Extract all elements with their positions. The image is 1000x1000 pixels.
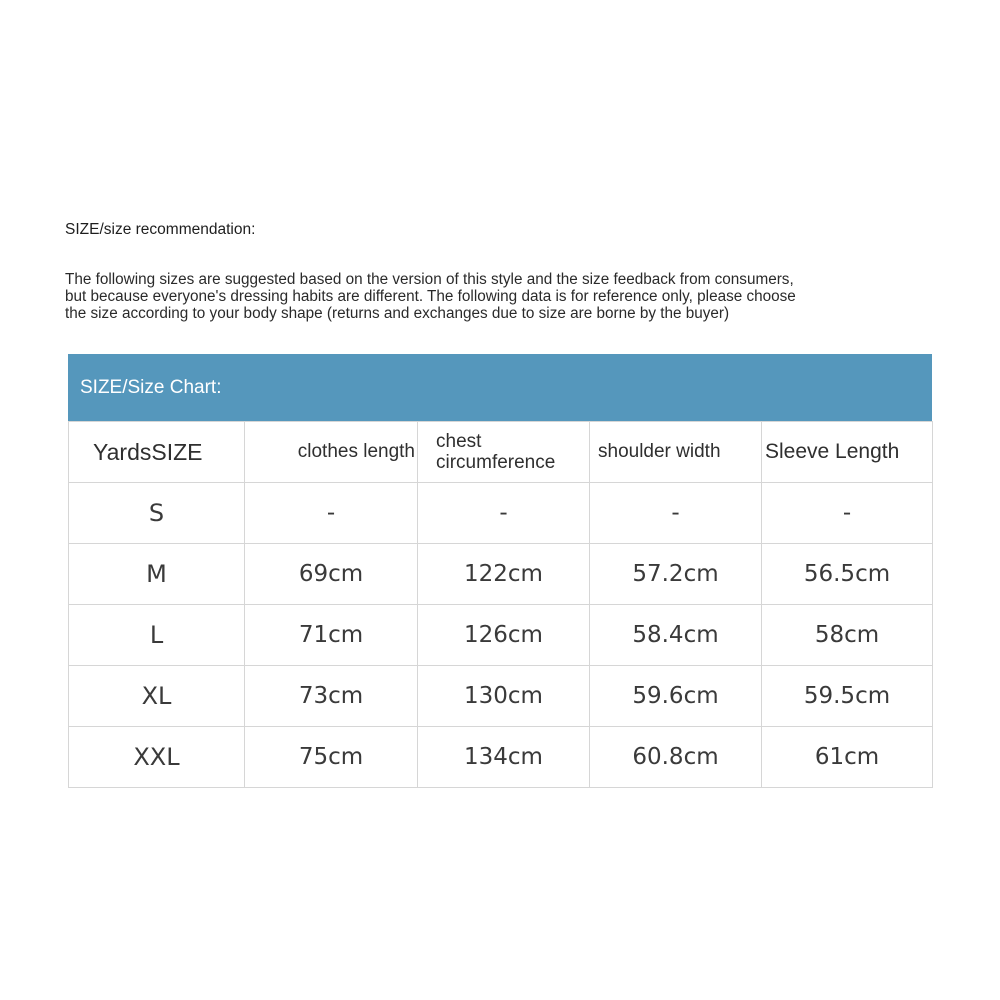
table-row	[69, 483, 933, 544]
header-chest-line1: chest	[436, 431, 482, 452]
shoulder-cell: 60.8cm	[590, 727, 762, 788]
size-table	[68, 421, 933, 788]
sleeve-cell: 61cm	[762, 727, 933, 788]
chest-cell: 134cm	[418, 727, 590, 788]
table-row	[69, 727, 933, 788]
sleeve-cell: 56.5cm	[762, 544, 933, 605]
length-cell: 75cm	[245, 727, 418, 788]
shoulder-cell: 57.2cm	[590, 544, 762, 605]
table-row	[69, 666, 933, 727]
size-chart	[68, 354, 932, 788]
header-size: YardsSIZE	[69, 422, 245, 483]
table-row	[69, 605, 933, 666]
chest-cell: 130cm	[418, 666, 590, 727]
header-sleeve-length: Sleeve Length	[762, 422, 933, 483]
chest-cell: 126cm	[418, 605, 590, 666]
length-cell: -	[245, 483, 418, 544]
chest-cell: -	[418, 483, 590, 544]
header-shoulder-width: shoulder width	[590, 422, 762, 483]
size-cell: L	[69, 605, 245, 666]
sleeve-cell: 58cm	[762, 605, 933, 666]
header-clothes-length: clothes length	[245, 422, 418, 483]
note-line: the size according to your body shape (returns and exchanges due to size are borne by the buyer)	[65, 305, 730, 322]
note-line: The following sizes are suggested based on the version of this style and the size feedback from consumers,	[65, 271, 794, 288]
sleeve-cell: -	[762, 483, 933, 544]
size-cell: M	[69, 544, 245, 605]
size-chart-title: SIZE/Size Chart:	[68, 354, 932, 421]
size-cell: S	[69, 483, 245, 544]
header-chest-circumference	[418, 422, 590, 483]
header-chest-line2: circumference	[436, 452, 556, 473]
note-line: but because everyone's dressing habits are different. The following data is for reference only, please choose	[65, 288, 796, 305]
shoulder-cell: 58.4cm	[590, 605, 762, 666]
length-cell: 71cm	[245, 605, 418, 666]
size-cell: XXL	[69, 727, 245, 788]
length-cell: 69cm	[245, 544, 418, 605]
shoulder-cell: 59.6cm	[590, 666, 762, 727]
size-recommendation-note	[65, 271, 945, 322]
table-header-row	[69, 422, 933, 483]
size-recommendation-heading: SIZE/size recommendation:	[65, 221, 256, 238]
length-cell: 73cm	[245, 666, 418, 727]
table-row	[69, 544, 933, 605]
chest-cell: 122cm	[418, 544, 590, 605]
size-cell: XL	[69, 666, 245, 727]
sleeve-cell: 59.5cm	[762, 666, 933, 727]
shoulder-cell: -	[590, 483, 762, 544]
